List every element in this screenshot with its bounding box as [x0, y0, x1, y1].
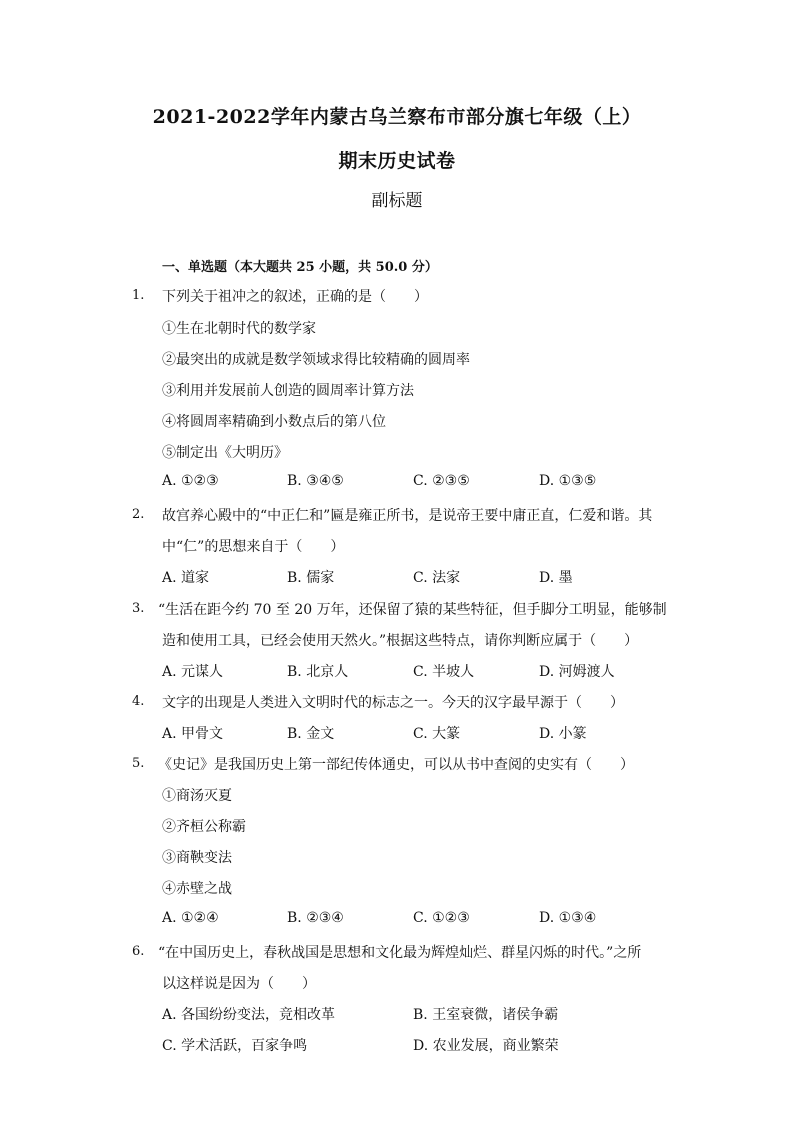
statement-item: ③利用并发展前人创造的圆周率计算方法	[162, 383, 414, 399]
statement-item: ④将圆周率精确到小数点后的第八位	[162, 414, 386, 430]
option-d: D. 小篆	[539, 726, 587, 742]
statement-item: ①生在北朝时代的数学家	[162, 321, 316, 337]
option-b: B. 王室衰微，诸侯争霸	[413, 1007, 559, 1023]
option-a: A. 甲骨文	[162, 726, 224, 742]
option-c: C. 学术活跃，百家争鸣	[162, 1038, 308, 1054]
question-stem: 《史记》是我国历史上第一部纪传体通史，可以从书中查阅的史实有（ ）	[158, 757, 634, 773]
question-stem: 文字的出现是人类进入文明时代的标志之一。今天的汉字最早源于（ ）	[162, 695, 624, 711]
question-number: 3.	[132, 601, 145, 616]
option-d: D. 河姆渡人	[539, 664, 615, 680]
question-number: 6.	[132, 944, 145, 959]
option-d: D. ①③④	[539, 910, 597, 926]
exam-subtitle: 副标题	[371, 191, 423, 211]
option-a: A. ①②④	[162, 910, 219, 926]
option-b: B. 北京人	[287, 664, 349, 680]
option-a: A. 元谋人	[162, 664, 224, 680]
statement-item: ②齐桓公称霸	[162, 819, 246, 835]
statement-item: ⑤制定出《大明历》	[162, 445, 288, 461]
question-stem: 下列关于祖冲之的叙述，正确的是（ ）	[162, 289, 428, 305]
question-stem: “生活在距今约 70 至 20 万年，还保留了猿的某些特征，但手脚分工明显，能够制	[158, 602, 667, 618]
option-c: C. ①②③	[413, 910, 470, 926]
statement-item: ②最突出的成就是数学领域求得比较精确的圆周率	[162, 352, 470, 368]
option-b: B. 儒家	[287, 570, 335, 586]
question-number: 5.	[132, 756, 145, 771]
option-b: B. 金文	[287, 726, 335, 742]
section-heading: 一、单选题（本大题共 25 小题，共 50.0 分）	[162, 260, 438, 275]
question-number: 4.	[132, 694, 145, 709]
option-b: B. ②③④	[287, 910, 344, 926]
option-a: A. 各国纷纷变法，竞相改革	[162, 1007, 336, 1023]
option-d: D. 墨	[539, 570, 573, 586]
option-c: C. 大篆	[413, 726, 461, 742]
exam-title-line2: 期末历史试卷	[338, 150, 456, 172]
exam-title-line1: 2021-2022学年内蒙古乌兰察布市部分旗七年级（上）	[152, 106, 642, 128]
option-c: C. 法家	[413, 570, 461, 586]
option-a: A. 道家	[162, 570, 210, 586]
option-d: D. 农业发展，商业繁荣	[413, 1038, 559, 1054]
question-number: 2.	[132, 507, 145, 522]
option-d: D. ①③⑤	[539, 473, 597, 489]
option-c: C. ②③⑤	[413, 473, 470, 489]
question-stem: “在中国历史上，春秋战国是思想和文化最为辉煌灿烂、群星闪烁的时代。”之所	[158, 945, 642, 961]
option-b: B. ③④⑤	[287, 473, 344, 489]
statement-item: ③商鞅变法	[162, 850, 232, 866]
statement-item: ④赤壁之战	[162, 881, 232, 897]
question-number: 1.	[132, 288, 145, 303]
statement-item: ①商汤灭夏	[162, 788, 232, 804]
question-stem: 中“仁”的思想来自于（ ）	[162, 539, 345, 555]
option-c: C. 半坡人	[413, 664, 475, 680]
question-stem: 造和使用工具，已经会使用天然火。”根据这些特点，请你判断应属于（ ）	[162, 633, 639, 649]
question-stem: 以这样说是因为（ ）	[162, 976, 316, 992]
option-a: A. ①②③	[162, 473, 219, 489]
question-stem: 故宫养心殿中的“中正仁和”匾是雍正所书，是说帝王要中庸正直，仁爱和谐。其	[162, 508, 653, 524]
